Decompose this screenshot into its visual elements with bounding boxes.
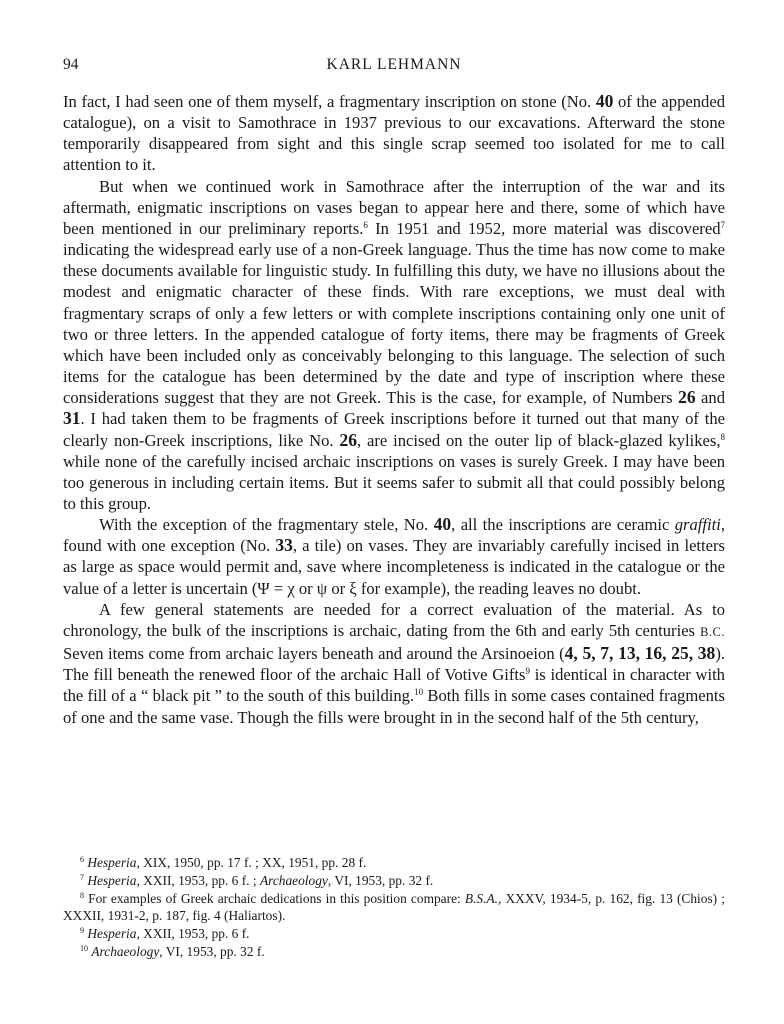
page-number: 94 [63,56,79,73]
text-run: With the exception of the fragmentary stele, No. [99,515,434,535]
running-head [63,56,725,78]
footnote [63,854,725,872]
footnotes [63,854,725,961]
text-run: , XXII, 1953, pp. 6 f. [136,926,250,942]
footnote [63,890,725,926]
text-run: For examples of Greek archaic dedications in this position compare: [84,890,465,906]
footnote-ref: 7 [720,219,725,230]
footnote [63,872,725,890]
text-run: In 1951 and 1952, more material was discovered [367,218,721,238]
catalogue-number: 4, 5, 7, 13, 16, 25, 38 [564,643,716,664]
catalogue-number: 40 [595,91,614,111]
small-caps-text: B.C. [700,624,725,639]
text-run: , are incised on the outer lip of black-glazed kylikes, [356,430,721,450]
italic-text: Hesperia [87,872,137,888]
footnote-ref: 9 [80,926,84,936]
text-run: A few general statements are needed for a correct evaluation of the material. As to chronology, the bulk of the inscriptions is archaic, dating from the 6th and early 5th centuries [63,599,725,640]
text-run: and [695,388,726,408]
paragraph [63,91,725,176]
body-text [63,91,725,728]
text-run: , VI, 1953, pp. 32 f. [327,872,434,888]
text-run: of the appended catalogue), on a visit to Samothrace in 1937 previous to our excavations. Afterward the stone temporarily disappeared from sight and this single scrap seemed too isolated for me to call attention to it. [63,92,725,175]
text-run: Seven items come from archaic layers beneath and around the Arsinoeion ( [63,644,565,664]
text-run: In fact, I had seen one of them myself, a fragmentary inscription on stone (No. [63,92,596,111]
footnote [63,943,725,961]
italic-text: Archaeology [91,943,160,959]
text-run: , XXII, 1953, pp. 6 f. ; [136,872,260,888]
footnote-ref: 7 [80,872,84,882]
text-run: is identical in character with the fill of a “ black pit ” to the south of this building. [63,665,725,706]
text-run: , XIX, 1950, pp. 17 f. ; XX, 1951, pp. 28 f. [136,855,367,870]
catalogue-number: 26 [678,387,696,408]
footnote-ref: 9 [525,666,530,677]
catalogue-number: 26 [339,429,357,450]
text-run: while none of the carefully incised archaic inscriptions on vases is surely Greek. I may have been too generous in including certain items. But it seems safer to submit all that could possibly belong to this group. [63,451,725,513]
footnote-ref: 6 [80,855,84,864]
running-title: KARL LEHMANN [326,56,462,73]
footnote-ref: 10 [414,687,424,698]
italic-text: Hesperia [87,926,137,942]
paragraph [63,514,725,599]
text-run: Both fills in some cases contained fragments of one and the same vase. Though the fills were brought in in the second half of the 5th century, [63,686,725,727]
text-run: indicating the widespread early use of a non-Greek language. Thus the time has now come to make these documents available for linguistic study. In fulfilling this duty, we have no illusions about the modest and enigmatic character of these finds. With rare exceptions, we must deal with fragmentary scraps of only a few letters or with complete inscriptions containing only one unit of two or three letters. In the appended catalogue of forty items, there may be fragments of Greek which have been included only as conceivably belonging to this language. The selection of such items for the catalogue has been determined by the date and type of inscription where these considerations suggest that they are not Greek. This is the case, for example, of Numbers [63,240,725,408]
catalogue-number: 40 [433,514,452,535]
text-run: , VI, 1953, pp. 32 f. [159,943,265,959]
footnote-ref: 8 [720,431,725,442]
footnote [63,925,725,943]
footnote-ref: 10 [80,943,88,953]
italic-text: Hesperia [87,855,137,870]
catalogue-number: 33 [275,535,293,556]
text-run: But when we continued work in Samothrace after the interruption of the war and its aftermath, enigmatic inscriptions on vases began to appear here and there, some of which have been mentioned in our preliminary reports. [63,176,725,238]
text-run: , a tile) on vases. They are invariably carefully incised in letters as large as space would permit and, save where incompleteness is indicated in the catalogue or the value of a letter is uncertain (Ψ = χ or ψ or ξ for example), the reading leaves no doubt. [63,536,726,598]
catalogue-number: 31 [63,408,81,429]
text-run: ). The fill beneath the renewed floor of the archaic Hall of Votive Gifts [63,644,725,685]
italic-text: B.S.A. [464,890,498,906]
text-run: , found with one exception (No. [63,515,725,556]
italic-text: graffiti [674,515,721,535]
text-run: . I had taken them to be fragments of Greek inscriptions before it turned out that many of the clearly non-Greek inscriptions, like No. [63,409,725,450]
paragraph [63,599,725,728]
text-run: , XXXV, 1934-5, p. 162, fig. 13 (Chios) ; XXXII, 1931-2, p. 187, fig. 4 (Haliartos). [63,890,725,924]
footnote-ref: 8 [80,890,84,900]
italic-text: Archaeology [259,872,328,888]
text-run: , all the inscriptions are ceramic [451,515,675,535]
paragraph [63,176,725,515]
footnote-ref: 6 [363,219,368,230]
